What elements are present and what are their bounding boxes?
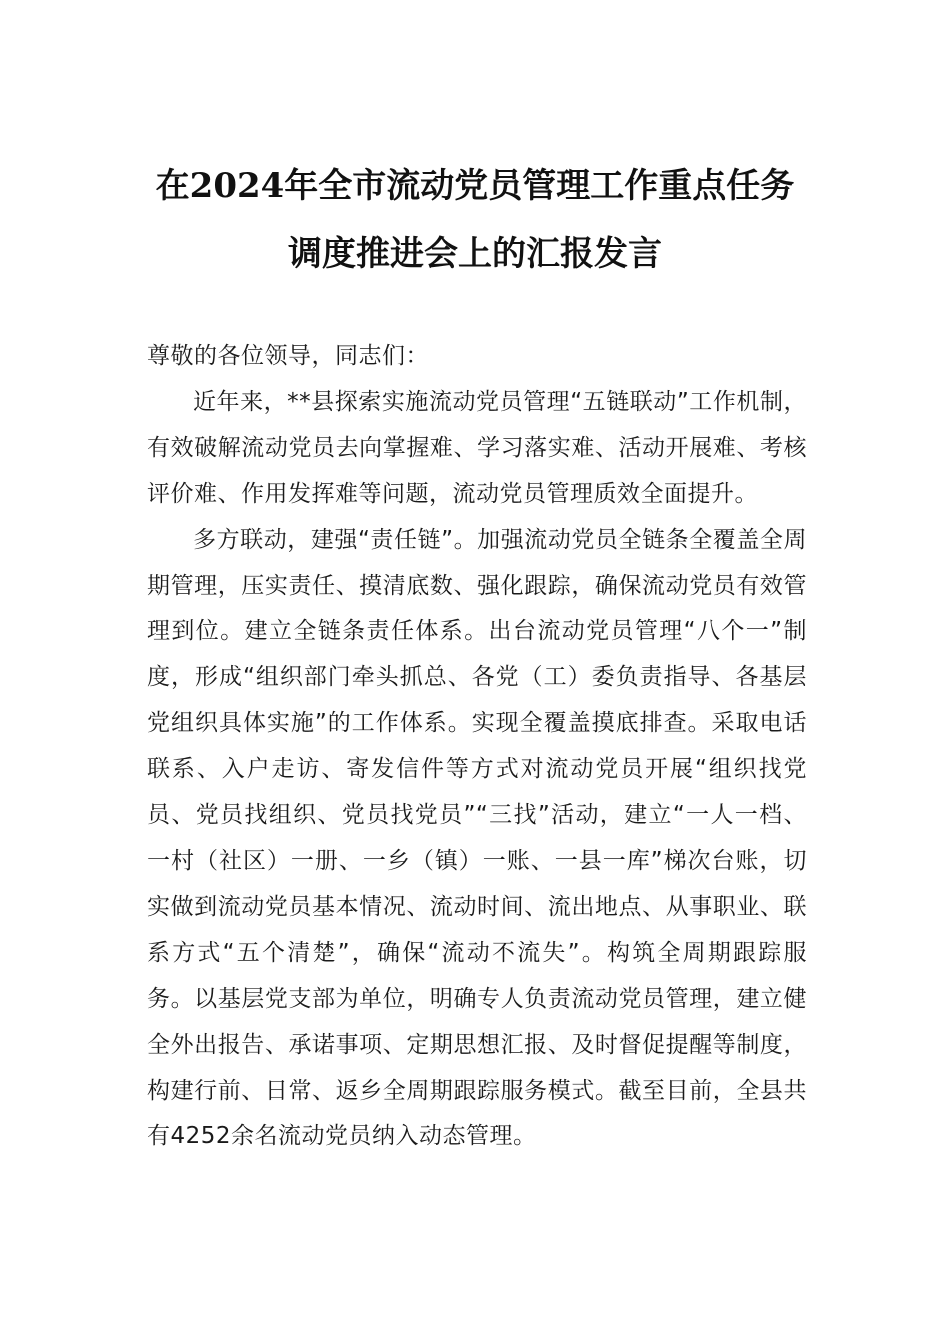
document-body [147,334,807,1160]
paragraph-responsibility-chain: 多方联动，建强“责任链”。加强流动党员全链条全覆盖全周期管理，压实责任、摸清底数、强化跟踪，确保流动党员有效管理到位。建立全链条责任体系。出台流动党员管理“八个一”制度，形成“组织部门牵头抓总、各党（工）委负责指导、各基层党组织具体实施”的工作体系。实现全覆盖摸底排查。采取电话联系、入户走访、寄发信件等方式对流动党员开展“组织找党员、党员找组织、党员找党员”“三找”活动，建立“一人一档、一村（社区）一册、一乡（镇）一账、一县一库”梯次台账，切实做到流动党员基本情况、流动时间、流出地点、从事职业、联系方式“五个清楚”，确保“流动不流失”。构筑全周期跟踪服务。以基层党支部为单位，明确专人负责流动党员管理，建立健全外出报告、承诺事项、定期思想汇报、及时督促提醒等制度，构建行前、日常、返乡全周期跟踪服务模式。截至目前，全县共有4252余名流动党员纳入动态管理。 [147,526,807,1150]
document-title-line-2: 调度推进会上的汇报发言 [288,234,662,274]
salutation: 尊敬的各位领导，同志们： [147,343,429,369]
document-title-line-1: 在2024年全市流动党员管理工作重点任务 [155,166,795,206]
paragraph-intro: 近年来，**县探索实施流动党员管理“五链联动”工作机制，有效破解流动党员去向掌握难、学习落实难、活动开展难、考核评价难、作用发挥难等问题，流动党员管理质效全面提升。 [147,388,807,507]
